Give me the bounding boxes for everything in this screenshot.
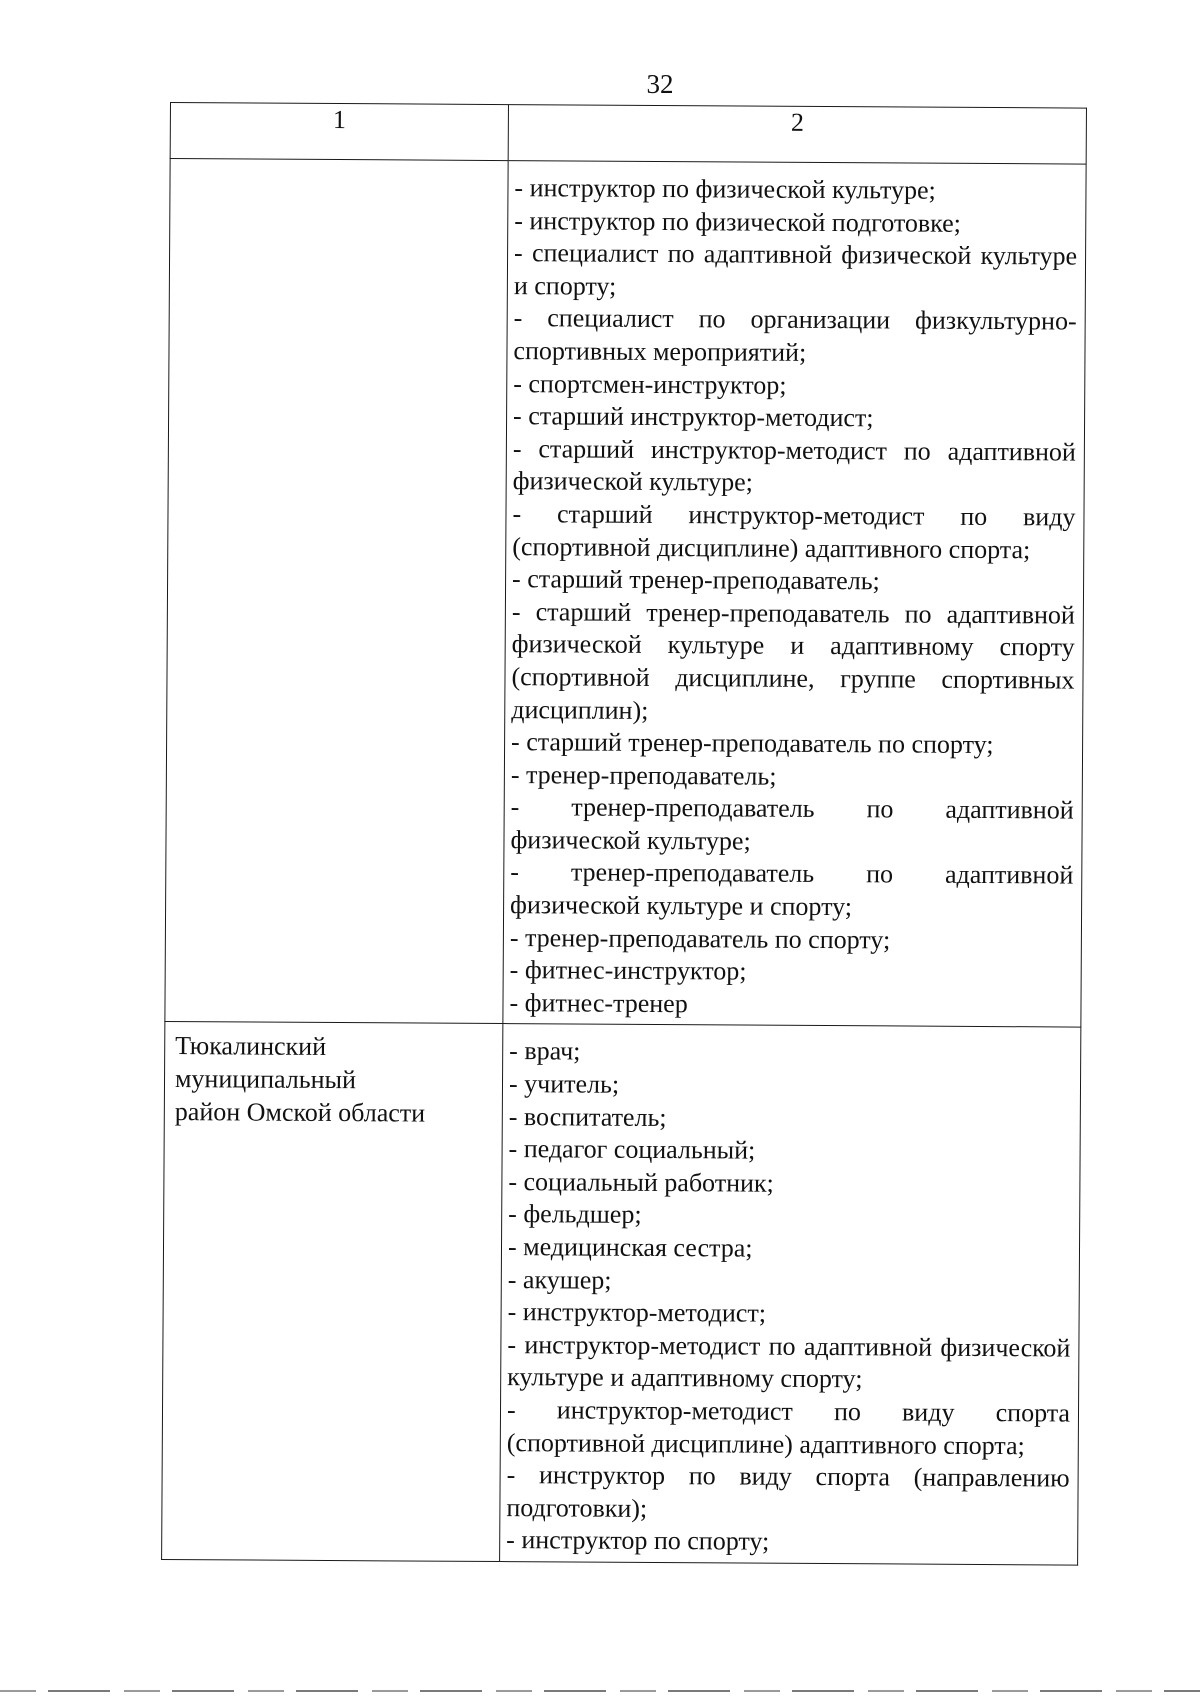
list-item: - медицинская сестра; bbox=[507, 1232, 753, 1263]
list-item: - врач; bbox=[509, 1036, 581, 1066]
list-item: - тренер-преподаватель по спорту; bbox=[509, 922, 891, 955]
list-item: - специалист по организации физкультурно-спортивных мероприятий; bbox=[513, 303, 1077, 367]
table-header-row bbox=[170, 103, 1086, 165]
positions-list-cell bbox=[503, 161, 1086, 1028]
list-item: - тренер-преподаватель; bbox=[510, 759, 777, 791]
list-item: - инструктор по виду спорта (направлению подготовки); bbox=[506, 1460, 1070, 1523]
region-cell bbox=[162, 1022, 503, 1562]
page-number: 32 bbox=[646, 69, 674, 99]
list-item: - специалист по адаптивной физической культуре и спорту; bbox=[513, 238, 1078, 301]
scan-edge-line bbox=[0, 1690, 1200, 1692]
list-item: - старший тренер-преподаватель по спорту; bbox=[511, 727, 994, 760]
list-item: - старший инструктор-методист по виду (спортивной дисциплине) адаптивного спорта; bbox=[512, 499, 1076, 564]
list-item: - воспитатель; bbox=[508, 1101, 667, 1132]
list-item: - старший инструктор-методист; bbox=[513, 401, 874, 433]
list-item: - старший инструктор-методист по адаптивной физической культуре; bbox=[512, 433, 1076, 497]
list-item: - инструктор-методист; bbox=[507, 1297, 767, 1328]
list-item: - инструктор по физической культуре; bbox=[514, 173, 936, 205]
region-cell bbox=[165, 159, 508, 1024]
list-item: - инструктор-методист по виду спорта (спортивной дисциплине) адаптивного спорта; bbox=[506, 1395, 1071, 1460]
list-item: - инструктор-методист по адаптивной физической культуре и адаптивному спорту; bbox=[507, 1329, 1071, 1394]
list-item: - социальный работник; bbox=[508, 1166, 774, 1198]
table-row bbox=[162, 1022, 1081, 1565]
list-item: - тренер-преподаватель по адаптивной физической культуре; bbox=[510, 792, 1074, 856]
positions-list-cell bbox=[500, 1024, 1081, 1565]
column-header-1: 1 bbox=[170, 103, 508, 161]
list-item: - фитнес-тренер bbox=[509, 987, 688, 1019]
region-name bbox=[181, 167, 500, 169]
list-item: - акушер; bbox=[507, 1264, 612, 1295]
column-header-2: 2 bbox=[508, 105, 1086, 165]
list-item: - учитель; bbox=[508, 1069, 620, 1099]
list-item: - спортсмен-инструктор; bbox=[513, 368, 787, 400]
table-row bbox=[165, 159, 1086, 1028]
positions-table bbox=[161, 102, 1087, 1566]
list-item: - старший тренер-преподаватель по адаптивной физической культуре и адаптивному спорту (спортивной дисциплине, группе спортивных дисциплин); bbox=[511, 596, 1075, 725]
list-item: - тренер-преподаватель по адаптивной физической культуре и спорту; bbox=[510, 857, 1074, 922]
list-item: - педагог социальный; bbox=[508, 1134, 756, 1165]
list-item: - инструктор по физической подготовке; bbox=[514, 205, 962, 238]
list-item: - фельдшер; bbox=[508, 1199, 642, 1230]
list-item: - старший тренер-преподаватель; bbox=[512, 564, 880, 596]
list-item: - фитнес-инструктор; bbox=[509, 955, 747, 986]
region-name: Тюкалинский муниципальный район Омской области bbox=[174, 1031, 426, 1128]
list-item: - инструктор по спорту; bbox=[506, 1525, 770, 1557]
